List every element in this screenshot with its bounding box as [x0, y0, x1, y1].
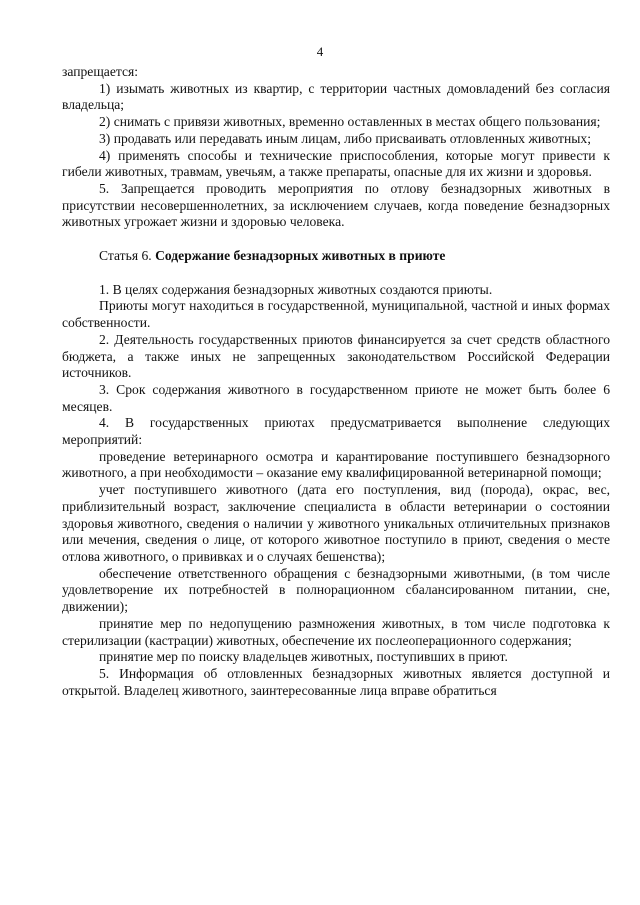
list-item: принятие мер по поиску владельцев животных, поступивших в приют. — [99, 649, 508, 665]
page-number: 4 — [316, 44, 324, 59]
paragraph: 1. В целях содержания безнадзорных животных создаются приюты. — [99, 281, 493, 297]
list-item: принятие мер по недопущению размножения животных, в том числе подготовка к стерилизации (кастрации) животных, обеспечение их послеоперационного содержания; — [62, 615, 610, 648]
article-title: Содержание безнадзорных животных в приюте — [155, 248, 446, 264]
paragraph: 2) снимать с привязи животных, временно оставленных в местах общего пользования; — [99, 114, 601, 130]
paragraph: 4. В государственных приютах предусматривается выполнение следующих мероприятий: — [62, 415, 610, 448]
paragraph: 2. Деятельность государственных приютов финансируется за счет средств областного бюджета, а также иных не запрещенных законодательством Российской Федерации источников. — [62, 331, 610, 381]
paragraph: 1) изымать животных из квартир, с территории частных домовладений без согласия владельца; — [62, 80, 610, 113]
paragraph: Приюты могут находиться в государственной, муниципальной, частной и иных формах собственности. — [62, 298, 610, 331]
paragraph: 3. Срок содержания животного в государственном приюте не может быть более 6 месяцев. — [62, 381, 610, 414]
list-item: обеспечение ответственного обращения с безнадзорными животными, (в том числе удовлетворение их потребностей в полнорационном сбалансированном питании, сне, движении); — [62, 565, 610, 615]
document-body — [62, 64, 610, 699]
list-item: проведение ветеринарного осмотра и карантирование поступившего безнадзорного животного, а при необходимости – оказание ему квалифицированной ветеринарной помощи; — [62, 448, 610, 481]
list-item: учет поступившего животного (дата его поступления, вид (порода), окрас, вес, приблизительный возраст, заключение специалиста в области ветеринарии о состоянии здоровья животного, сведения о наличии у животного уникальных отличительных признаков или мечения, сведения о лице, от которого животное поступило в приют, сведения о месте отлова животного, о прививках и о случаях бешенства); — [62, 482, 610, 564]
paragraph: запрещается: — [62, 64, 139, 79]
article-label: Статья 6. — [99, 248, 152, 264]
article-heading — [62, 248, 610, 265]
paragraph: 5. Информация об отловленных безнадзорных животных является доступной и открытой. Владелец животного, заинтересованные лица вправе обратиться — [62, 665, 610, 698]
paragraph: 5. Запрещается проводить мероприятия по отлову безнадзорных животных в присутствии несовершеннолетних, за исключением случаев, когда поведение безнадзорных животных угрожает жизни и здоровью человека. — [62, 180, 610, 230]
paragraph: 3) продавать или передавать иным лицам, либо присваивать отловленных животных; — [99, 130, 591, 146]
paragraph: 4) применять способы и технические приспособления, которые могут привести к гибели животных, травмам, увечьям, а также препараты, опасные для их жизни и здоровья. — [62, 147, 610, 180]
